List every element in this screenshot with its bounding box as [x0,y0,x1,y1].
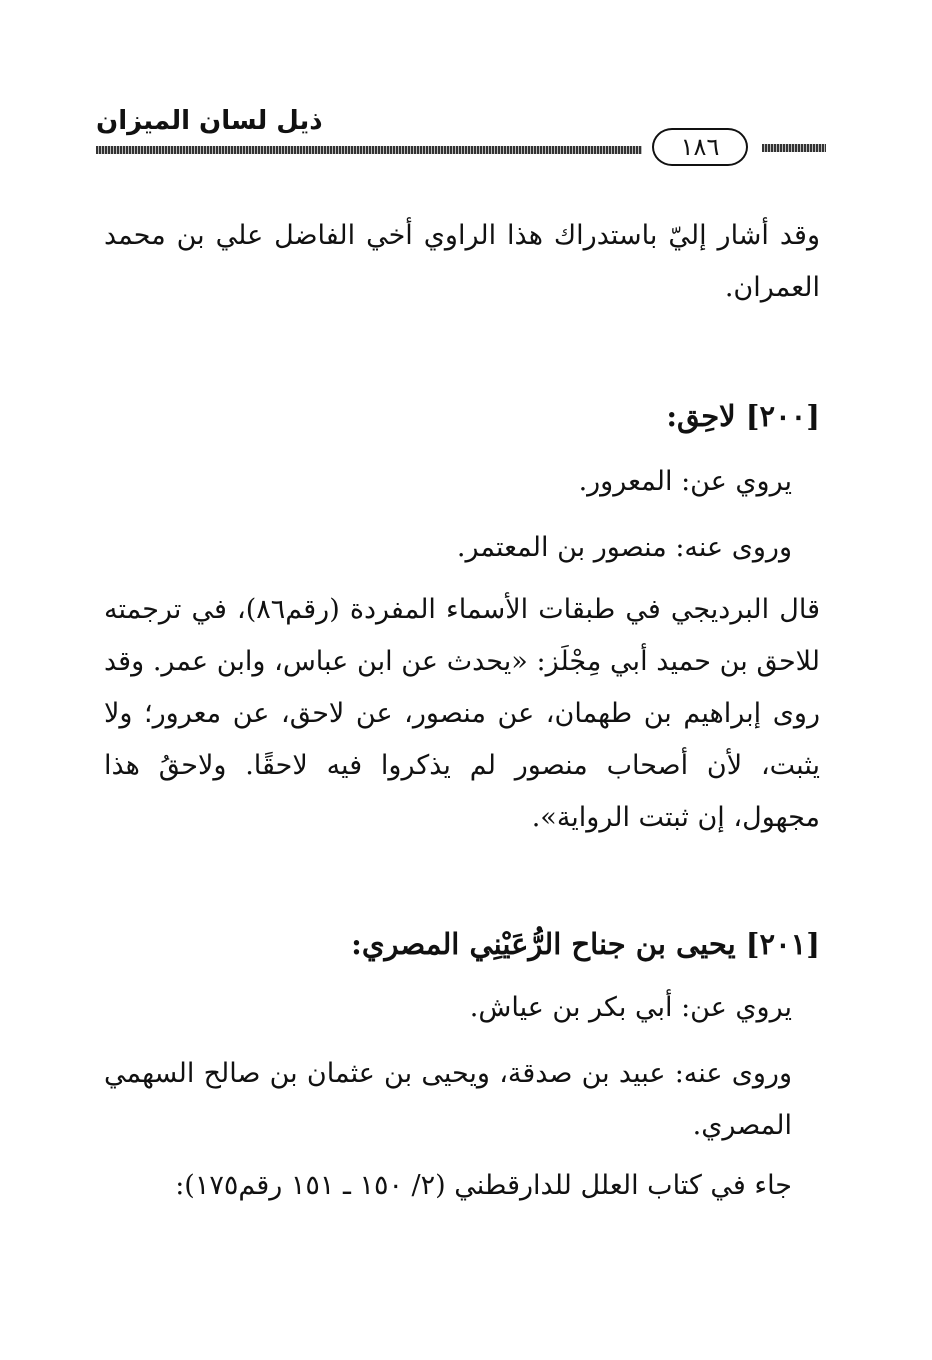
entry-200-heading: [٢٠٠] لاحِق: [666,399,820,433]
entry-201-narrated-by: وروى عنه: عبيد بن صدقة، ويحيى بن عثمان بن صالح السهمي المصري. [104,1058,792,1141]
intro-paragraph: وقد أشار إليّ باستدراك هذا الراوي أخي الفاضل علي بن محمد العمران. [104,220,820,303]
entry-200-narrated-by: وروى عنه: منصور بن المعتمر. [456,532,792,563]
entry-201-body: جاء في كتاب العلل للدارقطني (٢/ ١٥٠ ـ ١٥١ رقم١٧٥): [175,1170,792,1201]
entry-200-narrates-from: يروي عن: المعرور. [578,466,792,497]
entry-200-body: قال البرديجي في طبقات الأسماء المفردة (رقم٨٦)، في ترجمته للاحق بن حميد أبي مِجْلَز: «يحدث عن ابن عباس، وابن عمر. وقد روى إبراهيم بن طهمان، عن منصور، عن لاحق، عن معرور؛ ولا يثبت، لأن أصحاب منصور لم يذكروا فيه لاحقًا. ولاحقُ هذا مجهول، إن ثبتت الرواية». [104,594,820,833]
header-rule-left [96,146,642,154]
header-rule-right [762,144,826,152]
page-number: ١٨٦ [652,128,748,166]
entry-201-narrates-from: يروي عن: أبي بكر بن عياش. [469,992,792,1023]
book-title: ذيل لسان الميزان [96,106,323,136]
entry-201-heading: [٢٠١] يحيى بن جناح الرُّعَيْنِي المصري: [351,927,820,961]
